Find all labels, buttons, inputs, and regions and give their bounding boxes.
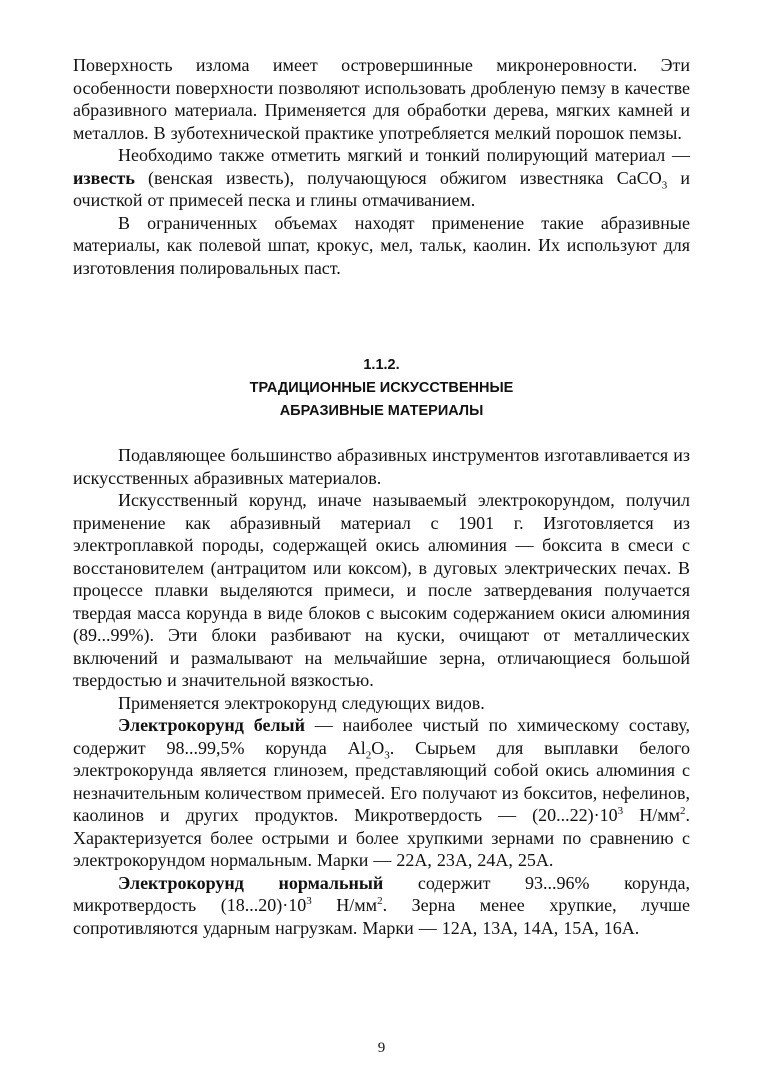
normal-text-c: . Зерна менее хрупкие, лучше сопротивляются ударным нагрузкам. Марки — 12А, 13А, 14А, 15А, 16А.: [73, 895, 691, 938]
white-text-e: . Характеризуется более острыми и более хрупкими зернами по сравнению с электрокорундом нормальным. Марки — 22А, 23А, 24А, 25А.: [73, 805, 691, 870]
normal-power-superscript: 3: [306, 895, 312, 907]
paragraph-types: Применяется электрокорунд следующих видов.: [118, 692, 485, 713]
lime-text-a: Необходимо также отметить мягкий и тонкий полирующий материал —: [118, 145, 690, 165]
section-title-line-2: АБРАЗИВНЫЕ МАТЕРИАЛЫ: [279, 403, 484, 419]
section-number: 1.1.2.: [363, 357, 400, 373]
al2-subscript: 2: [365, 749, 372, 762]
paragraph-artificial-corundum: Искусственный корунд, иначе называемый электрокорундом, получил применение как абразивный материал с 1901 г. Изготовляется из электроплавкой породы, содержащей окись алюминия — боксита в смеси с восстановителем (антрацитом или коксом), в дуговых электрических печах. В процессе плавки выделяются примеси, и после затвердевания получается твердая масса корунда в виде блоков с высоким содержанием окиси алюминия (89...99%). Эти блоки разбивают на куски, очищают от металлических включений и размалывают на мельчайшие зерна, отличающиеся большой твердостью и значительной вязкостью.: [73, 490, 690, 690]
paragraph-normal-corundum: [73, 872, 690, 940]
normal-unit-superscript: 2: [377, 895, 383, 907]
normal-text-a: содержит 93...96% корунда, микротвердость (18...20)·10: [73, 872, 690, 915]
lime-text-c: и очисткой от примесей песка и глины отмачиванием.: [73, 167, 690, 210]
paragraph-lime: [73, 144, 690, 212]
section-title-line-1: ТРАДИЦИОННЫЕ ИСКУССТВЕННЫЕ: [249, 380, 514, 396]
caco3-subscript: 3: [661, 179, 668, 192]
paragraph-limited-abrasives: В ограниченных объемах находят применение такие абразивные материалы, как полевой шпат, крокус, мел, тальк, каолин. Их используют для изготовления полировальных паст.: [73, 212, 690, 278]
white-text-b: O: [371, 737, 385, 758]
section-heading: [73, 354, 690, 423]
o3-subscript: 3: [384, 749, 390, 762]
white-unit-superscript: 2: [680, 805, 686, 817]
paragraph-intro: Подавляющее большинство абразивных инструментов изготавливается из искусственных абразивных материалов.: [73, 445, 690, 488]
paragraph-pumice: Поверхность излома имеет островершинные микронеровности. Эти особенности поверхности позволяют использовать дробленую пемзу в качестве абразивного материала. Применяется для обработки дерева, мягких камней и металлов. В зуботехнической практике употребляется мелкий порошок пемзы.: [73, 55, 690, 143]
lime-text-b: (венская известь), получающуюся обжигом известняка CaCO: [134, 167, 662, 188]
normal-corundum-term: Электрокорунд нормальный: [118, 872, 384, 893]
page-number: 9: [377, 1040, 386, 1056]
white-text-a: — наиболее чистый по химическому составу, содержит 98...99,5% корунда Al: [73, 715, 690, 758]
text-block-main: [73, 444, 690, 939]
text-block-top: [73, 54, 690, 279]
lime-term: известь: [73, 167, 135, 188]
paragraph-white-corundum: [73, 714, 690, 872]
normal-text-b: Н/мм: [311, 895, 378, 915]
white-corundum-term: Электрокорунд белый: [118, 715, 305, 735]
white-power-superscript: 3: [617, 805, 624, 817]
white-text-c: . Сырьем для выплавки белого электрокорунда является глинозем, представляющий собой окись алюминия с незначительным количеством примесей. Его получают из бокситов, нефелинов, каолинов и других продуктов. Микротвердость — (20...22)·10: [73, 737, 690, 825]
white-text-d: Н/мм: [623, 805, 681, 825]
